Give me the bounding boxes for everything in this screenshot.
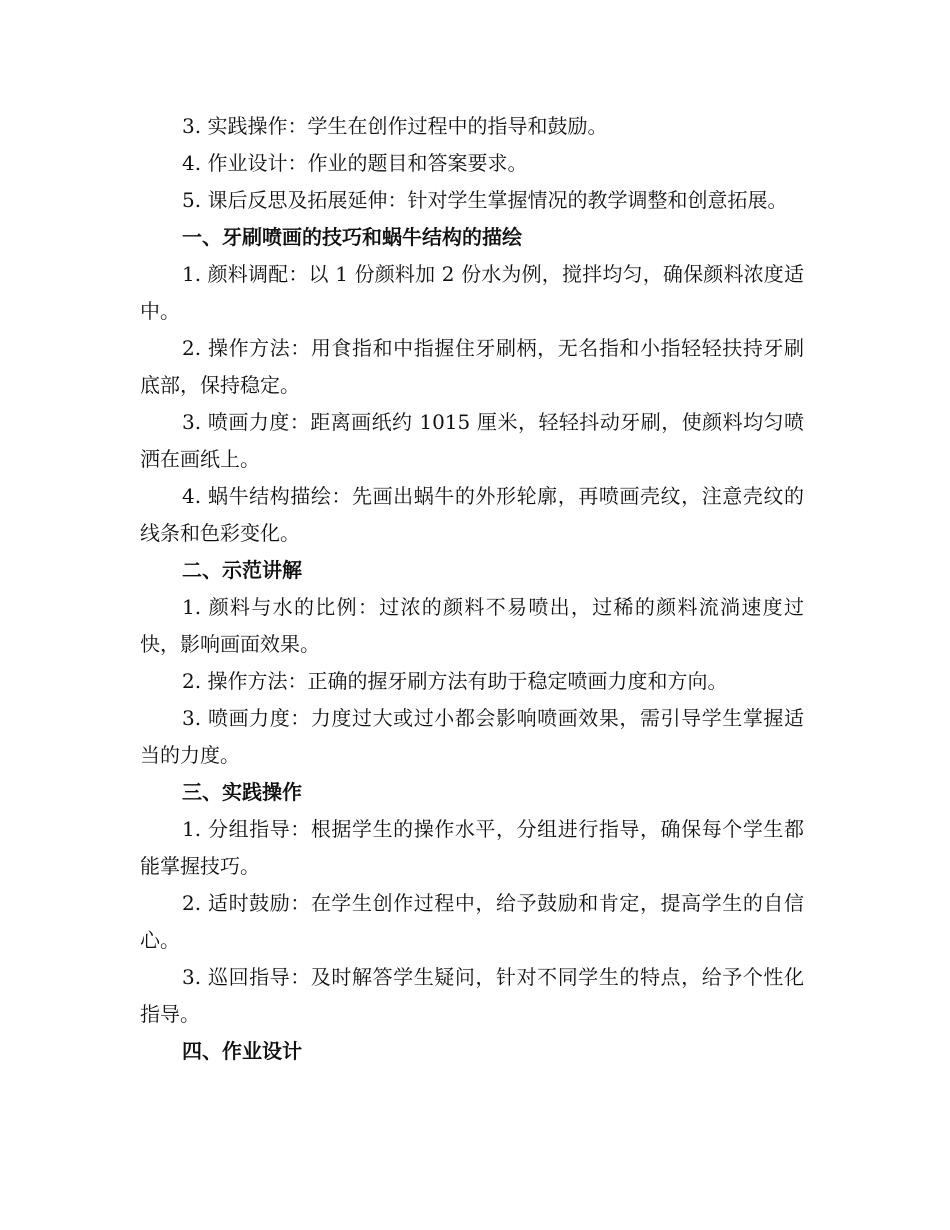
section-1-item-3: 3. 喷画力度：距离画纸约 1015 厘米，轻轻抖动牙刷，使颜料均匀喷洒在画纸上。 xyxy=(140,410,804,471)
section-heading-2: 二、示范讲解 xyxy=(182,558,302,582)
section-heading-1: 一、牙刷喷画的技巧和蜗牛结构的描绘 xyxy=(182,225,522,249)
document-body xyxy=(140,108,804,1070)
section-1-item-1: 1. 颜料调配：以 1 份颜料加 2 份水为例，搅拌均匀，确保颜料浓度适中。 xyxy=(140,262,804,323)
section-heading-4: 四、作业设计 xyxy=(182,1039,302,1063)
section-2-item-2: 2. 操作方法：正确的握牙刷方法有助于稳定喷画力度和方向。 xyxy=(182,669,728,693)
section-3-item-3: 3. 巡回指导：及时解答学生疑问，针对不同学生的特点，给予个性化指导。 xyxy=(140,965,804,1026)
section-2-item-3: 3. 喷画力度：力度过大或过小都会影响喷画效果，需引导学生掌握适当的力度。 xyxy=(140,706,804,767)
section-heading-3: 三、实践操作 xyxy=(182,780,302,804)
section-2-item-1: 1. 颜料与水的比例：过浓的颜料不易喷出，过稀的颜料流淌速度过快，影响画面效果。 xyxy=(140,595,804,656)
intro-item-4: 4. 作业设计：作业的题目和答案要求。 xyxy=(182,151,528,175)
section-1-item-2: 2. 操作方法：用食指和中指握住牙刷柄，无名指和小指轻轻扶持牙刷底部，保持稳定。 xyxy=(140,336,804,397)
section-3-item-1: 1. 分组指导：根据学生的操作水平，分组进行指导，确保每个学生都能掌握技巧。 xyxy=(140,817,804,878)
section-1-item-4: 4. 蜗牛结构描绘：先画出蜗牛的外形轮廓，再喷画壳纹，注意壳纹的线条和色彩变化。 xyxy=(140,484,804,545)
intro-item-3: 3. 实践操作：学生在创作过程中的指导和鼓励。 xyxy=(182,114,608,138)
section-3-item-2: 2. 适时鼓励：在学生创作过程中，给予鼓励和肯定，提高学生的自信心。 xyxy=(140,891,804,952)
intro-item-5: 5. 课后反思及拓展延伸：针对学生掌握情况的教学调整和创意拓展。 xyxy=(182,188,788,212)
